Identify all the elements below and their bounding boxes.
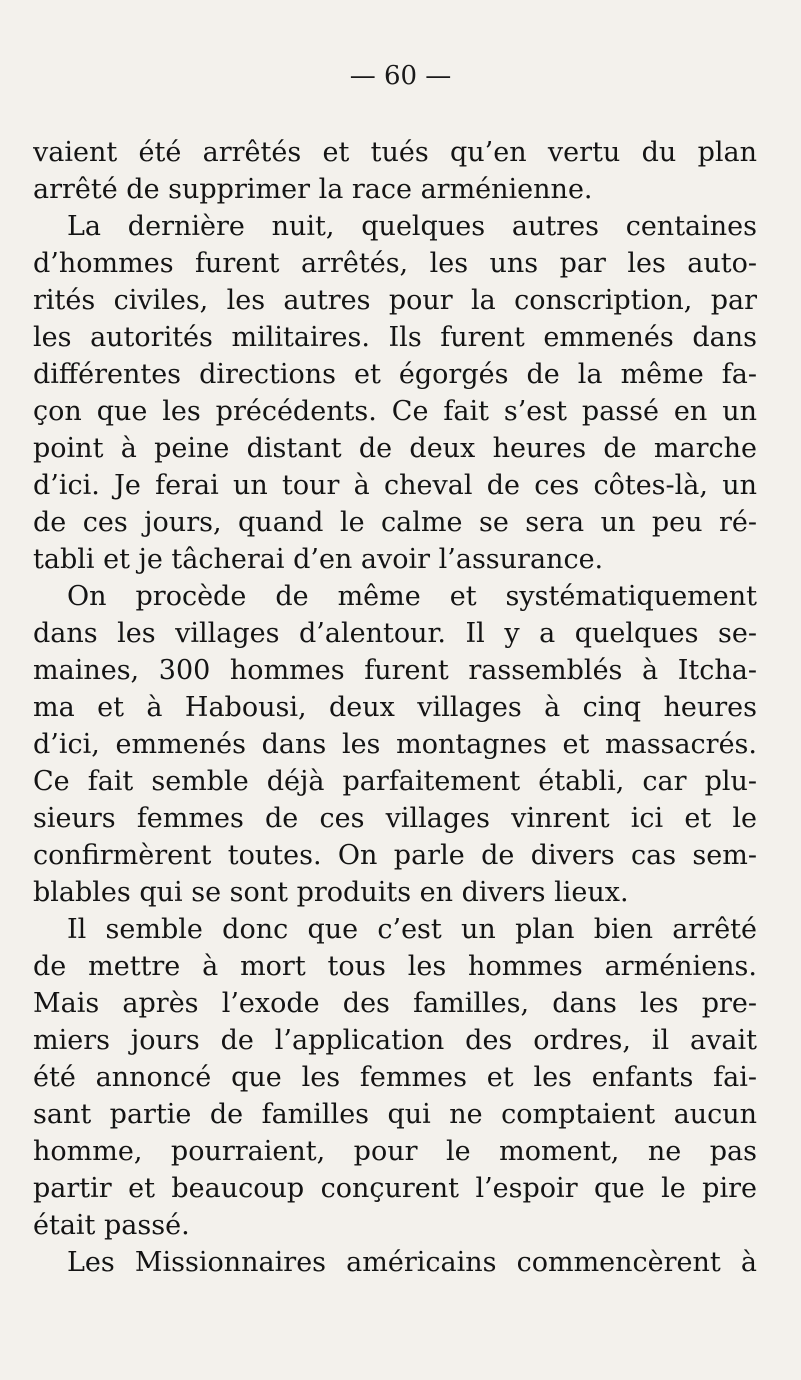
text-line: Ce fait semble déjà parfaitement établi, car plu-: [33, 766, 757, 797]
text-line: confirmèrent toutes. On parle de divers cas sem-: [33, 840, 757, 871]
text-line: de ces jours, quand le calme se sera un peu ré-: [33, 507, 757, 538]
text-line: différentes directions et égorgés de la même fa-: [33, 359, 757, 390]
text-line: maines, 300 hommes furent rassemblés à Itcha-: [33, 655, 757, 686]
text-line: dans les villages d’alentour. Il y a quelques se-: [33, 618, 757, 649]
text-line: sieurs femmes de ces villages vinrent ici et le: [33, 803, 757, 834]
body-text: [33, 134, 757, 1281]
text-line: d’ici. Je ferai un tour à cheval de ces côtes-là, un: [33, 470, 757, 501]
text-line: çon que les précédents. Ce fait s’est passé en un: [33, 396, 757, 427]
text-line: sant partie de familles qui ne comptaient aucun: [33, 1099, 757, 1130]
text-line: été annoncé que les femmes et les enfants fai-: [33, 1062, 757, 1093]
text-line: miers jours de l’application des ordres, il avait: [33, 1025, 757, 1056]
text-line: On procède de même et systématiquement: [67, 581, 757, 612]
text-line: ma et à Habousi, deux villages à cinq heures: [33, 692, 757, 723]
text-line: vaient été arrêtés et tués qu’en vertu du plan: [33, 137, 757, 168]
text-line: d’hommes furent arrêtés, les uns par les auto-: [33, 248, 757, 279]
text-line: tabli et je tâcherai d’en avoir l’assurance.: [33, 544, 604, 575]
text-line: de mettre à mort tous les hommes arméniens.: [33, 951, 757, 982]
text-line: les autorités militaires. Ils furent emmenés dans: [33, 322, 757, 353]
text-line: blables qui se sont produits en divers lieux.: [33, 877, 629, 908]
text-line: homme, pourraient, pour le moment, ne pas: [33, 1136, 757, 1167]
page-number: — 60 —: [349, 61, 452, 91]
text-line: La dernière nuit, quelques autres centaines: [67, 211, 757, 242]
text-line: point à peine distant de deux heures de marche: [33, 433, 757, 464]
text-line: d’ici, emmenés dans les montagnes et massacrés.: [33, 729, 757, 760]
text-line: partir et beaucoup conçurent l’espoir que le pire: [33, 1173, 757, 1204]
text-line: Mais après l’exode des familles, dans les pre-: [33, 988, 757, 1019]
text-line: Il semble donc que c’est un plan bien arrêté: [67, 914, 757, 945]
text-line: Les Missionnaires américains commencèrent à: [67, 1247, 757, 1278]
text-line: arrêté de supprimer la race arménienne.: [33, 174, 593, 205]
text-line: était passé.: [33, 1210, 190, 1241]
text-line: rités civiles, les autres pour la conscription, par: [33, 285, 757, 316]
